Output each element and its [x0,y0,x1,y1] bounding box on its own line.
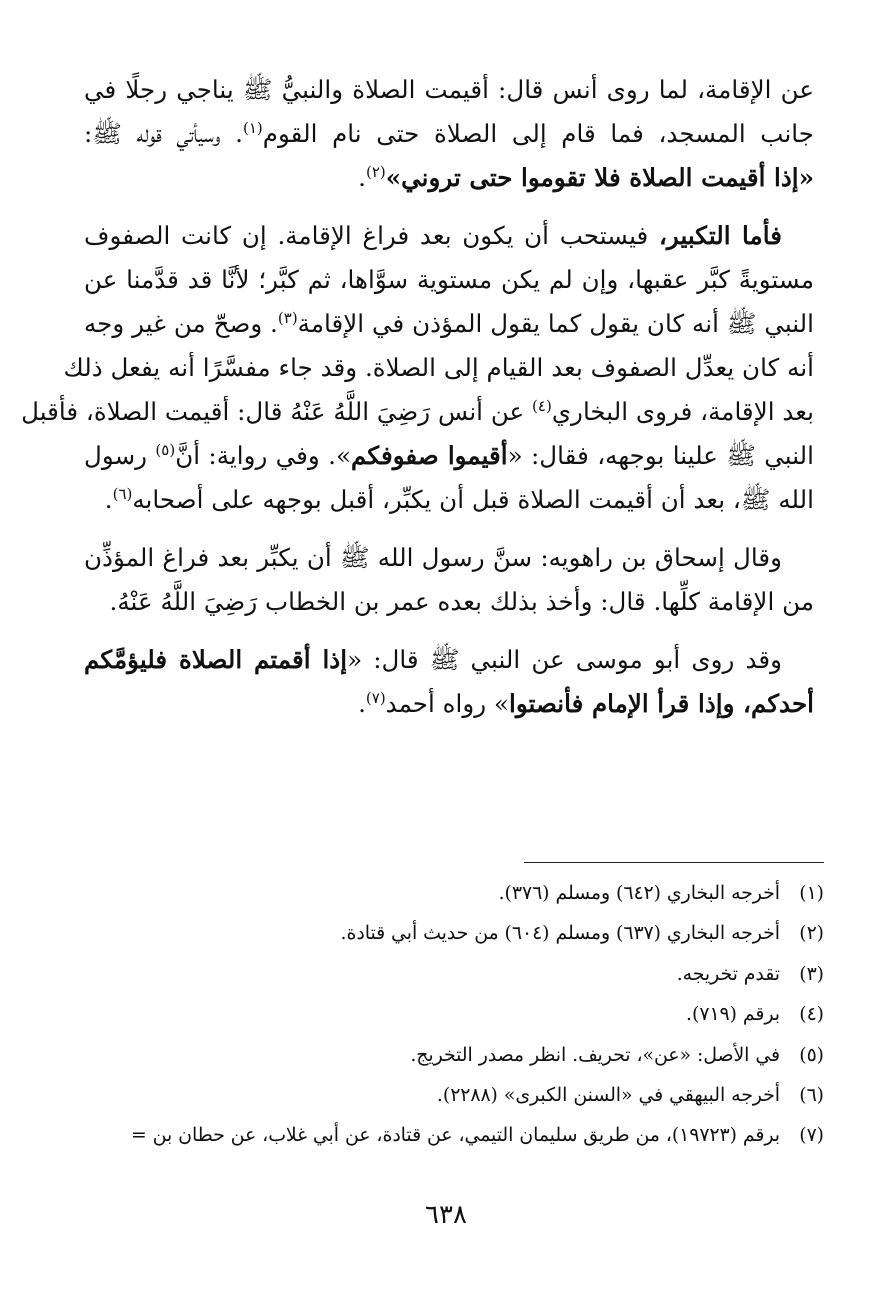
footnote-item [60,955,824,995]
main-text [21,68,814,740]
text-line [84,434,814,478]
text-span: . [104,485,113,514]
paragraph-2 [21,214,814,522]
text-span: النبي ﷺ علينا بوجهه، فقال: « [507,441,814,470]
footnote-item [60,995,824,1035]
footnote-ref[interactable]: (٥) [155,440,176,459]
text-line [84,214,814,258]
footnote-number: (٤) [799,1004,824,1026]
text-span: . [358,689,366,718]
text-span: » رواه أحمد [385,689,509,718]
text-line: عن الإقامة، لما روى أنس قال: أقيمت الصلاة والنبيُّ ﷺ يناجي رجلًا في [84,75,814,104]
footnote-text: أخرجه البيهقي في «السنن الكبرى» (٢٢٨٨). [436,1084,780,1106]
hadith-quote: إذا أقمتم الصلاة فليؤمَّكم [84,645,348,674]
text-span: فيستحب أن يكون بعد فراغ الإقامة. إن كانت الصفوف [84,221,649,250]
footnote-item [60,914,824,954]
text-line [84,302,814,346]
footnote-ref[interactable]: (٢) [366,162,386,181]
footnote-divider [524,862,824,863]
footnotes [60,874,824,1157]
footnote-text: برقم (٧١٩). [686,1004,780,1026]
text-span: وقد روى أبو موسى عن النبي ﷺ قال: « [347,645,783,674]
footnote-text: أخرجه البخاري (٦٤٢) ومسلم (٣٧٦). [498,883,780,904]
hadith-quote: أقيموا صفوفكم [351,441,508,470]
footnote-ref[interactable]: (١) [242,118,263,137]
page-number: ٦٣٨ [425,1200,467,1230]
text-span: . وصحّ من غير وجه [84,309,278,338]
text-line [21,390,814,434]
text-line: وقال إسحاق بن راهويه: سنَّ رسول الله ﷺ أن يكبِّر بعد فراغ المؤذِّن [84,543,782,572]
footnote-ref[interactable]: (٣) [277,308,298,327]
footnote-ref[interactable]: (٧) [365,688,386,707]
text-span: . [358,163,366,192]
text-line [84,638,814,682]
text-span: ». وفي رواية: أنَّ [175,441,352,470]
text-span: الله ﷺ، بعد أن أقيمت الصلاة قبل أن يكبِّر، أقبل بوجهه على أصحابه [132,485,814,514]
text-span: النبي ﷺ أنه كان يقول كما يقول المؤذن في الإقامة [297,309,814,338]
text-line: أنه كان يعدِّل الصفوف بعد القيام إلى الصلاة. وقد جاء مفسَّرًا أنه يفعل ذلك [63,353,814,382]
paragraph-1 [84,68,814,200]
footnote-number: (٧) [799,1125,824,1147]
footnote-number: (٦) [799,1084,824,1106]
text-span: جانب المسجد، فما قام إلى الصلاة حتى نام القوم [262,119,814,148]
footnote-item [60,1116,824,1156]
text-line [84,478,814,522]
footnote-number: (٢) [799,923,824,945]
footnote-text: في الأصل: «عن»، تحريف. انظر مصدر التخريج. [410,1044,780,1066]
paragraph-3 [84,536,814,624]
footnote-number: (١) [799,883,824,904]
footnote-item [60,1076,824,1116]
footnote-ref[interactable]: (٤) [532,396,552,415]
text-line: مستويةً كبَّر عقبها، وإن لم يكن مستوية سوَّاها، ثم كبَّر؛ لأنَّا قد قدَّمنا عن [84,265,814,294]
footnote-text: أخرجه البخاري (٦٣٧) ومسلم (٦٠٤) من حديث أبي قتادة. [340,923,780,945]
hadith-quote: أحدكم، وإذا قرأ الإمام فأنصتوا [509,689,814,718]
footnote-number: (٥) [799,1044,824,1066]
footnote-number: (٣) [799,963,824,985]
footnote-text: برقم (١٩٧٢٣)، من طريق سليمان التيمي، عن قتادة، عن أبي غلاب، عن حطان بن = [130,1125,780,1147]
text-span: . وسيأتي قوله ﷺ: [84,119,243,148]
hadith-quote: «إذا أقيمت الصلاة فلا تقوموا حتى تروني» [385,163,814,192]
text-span: عن أنس رَضِيَ اللَّهُ عَنْهُ قال: أقيمت الصلاة، فأقبل [21,397,533,426]
text-span: رسول [84,441,156,470]
section-lead: فأما التكبير، [658,221,782,250]
text-line [84,112,814,156]
text-line [84,682,814,726]
text-line [84,156,814,200]
text-line: من الإقامة كلِّها. قال: وأخذ بذلك بعده عمر بن الخطاب رَضِيَ اللَّهُ عَنْهُ. [109,587,814,616]
footnote-item [60,874,824,914]
footnote-text: تقدم تخريجه. [676,963,780,985]
paragraph-4 [84,638,814,726]
footnote-ref[interactable]: (٦) [112,484,133,503]
footnote-item [60,1036,824,1076]
text-span: بعد الإقامة، فروى البخاري [551,397,814,426]
